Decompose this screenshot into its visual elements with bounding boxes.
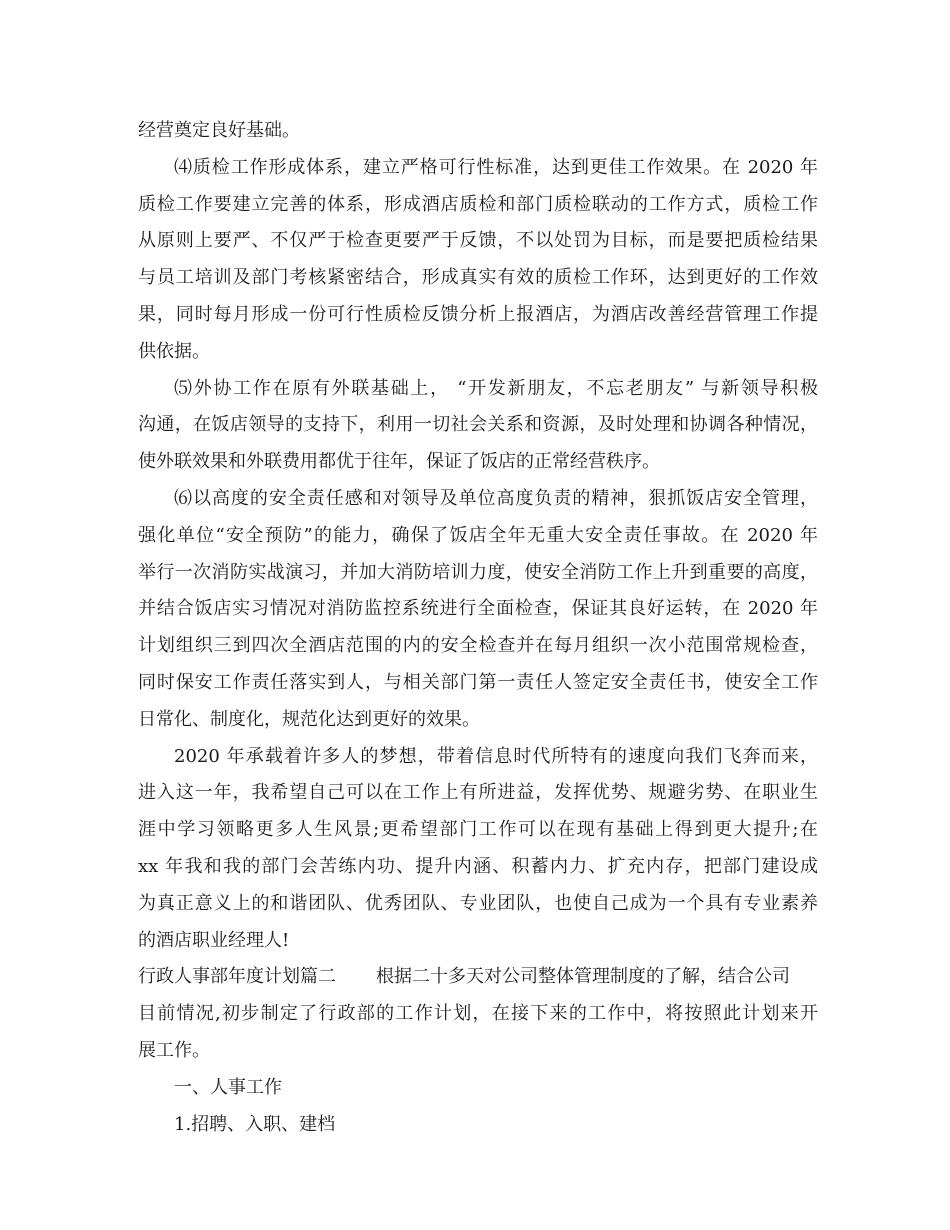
paragraph-line: 并结合饭店实习情况对消防监控系统进行全面检查，保证其良好运转，在 2020 年 <box>138 598 818 620</box>
paragraph-line: ⑸外协工作在原有外联基础上， “开发新朋友，不忘老朋友” 与新领导积极 <box>174 377 818 399</box>
paragraph-line: 强化单位“安全预防”的能力，确保了饭店全年无重大安全责任事故。在 2020 年 <box>138 524 818 546</box>
paragraph-line: 2020 年承载着许多人的梦想，带着信息时代所特有的速度向我们飞奔而来， <box>174 745 818 767</box>
paragraph-line: 目前情况,初步制定了行政部的工作计划，在接下来的工作中，将按照此计划来开 <box>138 1003 818 1025</box>
section-title: 行政人事部年度计划篇二 <box>138 966 336 988</box>
heading-personnel-work: 一、人事工作 <box>174 1076 282 1098</box>
paragraph-line: 使外联效果和外联费用都优于往年，保证了饭店的正常经营秩序。 <box>138 451 660 473</box>
paragraph-line: 与员工培训及部门考核紧密结合，形成真实有效的质检工作环，达到更好的工作效 <box>138 267 818 289</box>
paragraph-line: 计划组织三到四次全酒店范围的内的安全检查并在每月组织一次小范围常规检查， <box>138 635 818 657</box>
paragraph-line: 为真正意义上的和谐团队、优秀团队、专业团队，也使自己成为一个具有专业素养 <box>138 892 818 914</box>
paragraph-line: 涯中学习领略更多人生风景;更希望部门工作可以在现有基础上得到更大提升;在 <box>138 819 818 841</box>
paragraph-line: 日常化、制度化，规范化达到更好的效果。 <box>138 708 480 730</box>
paragraph-line: 进入这一年，我希望自己可以在工作上有所进益，发挥优势、规避劣势、在职业生 <box>138 782 818 804</box>
paragraph-line: 从原则上要严、不仅严于检查更要严于反馈，不以处罚为目标，而是要把质检结果 <box>138 230 818 252</box>
section-intro-text: 根据二十多天对公司整体管理制度的了解，结合公司 <box>376 966 790 988</box>
paragraph-line: 果，同时每月形成一份可行性质检反馈分析上报酒店，为酒店改善经营管理工作提 <box>138 303 818 325</box>
paragraph-line: 供依据。 <box>138 340 210 362</box>
paragraph-line: 质检工作要建立完善的体系，形成酒店质检和部门质检联动的工作方式，质检工作 <box>138 193 818 215</box>
paragraph-line: ⑹以高度的安全责任感和对领导及单位高度负责的精神，狠抓饭店安全管理， <box>174 487 818 509</box>
paragraph-line: 同时保安工作责任落实到人，与相关部门第一责任人签定安全责任书，使安全工作 <box>138 671 818 693</box>
paragraph-line: 的酒店职业经理人! <box>138 929 290 951</box>
paragraph-line: 沟通，在饭店领导的支持下，利用一切社会关系和资源，及时处理和协调各种情况， <box>138 414 818 436</box>
paragraph-line: 经营奠定良好基础。 <box>138 120 300 141</box>
section-title-line <box>138 959 818 996</box>
paragraph-line: 举行一次消防实战演习，并加大消防培训力度，使安全消防工作上升到重要的高度， <box>138 561 818 583</box>
subheading-recruitment: 1.招聘、入职、建档 <box>174 1113 336 1135</box>
paragraph-line: ⑷质检工作形成体系，建立严格可行性标准，达到更佳工作效果。在 2020 年 <box>174 156 818 178</box>
paragraph-line: xx 年我和我的部门会苦练内功、提升内涵、积蓄内力、扩充内存，把部门建设成 <box>138 855 818 877</box>
document-body <box>138 113 818 1143</box>
paragraph-line: 展工作。 <box>138 1039 210 1061</box>
